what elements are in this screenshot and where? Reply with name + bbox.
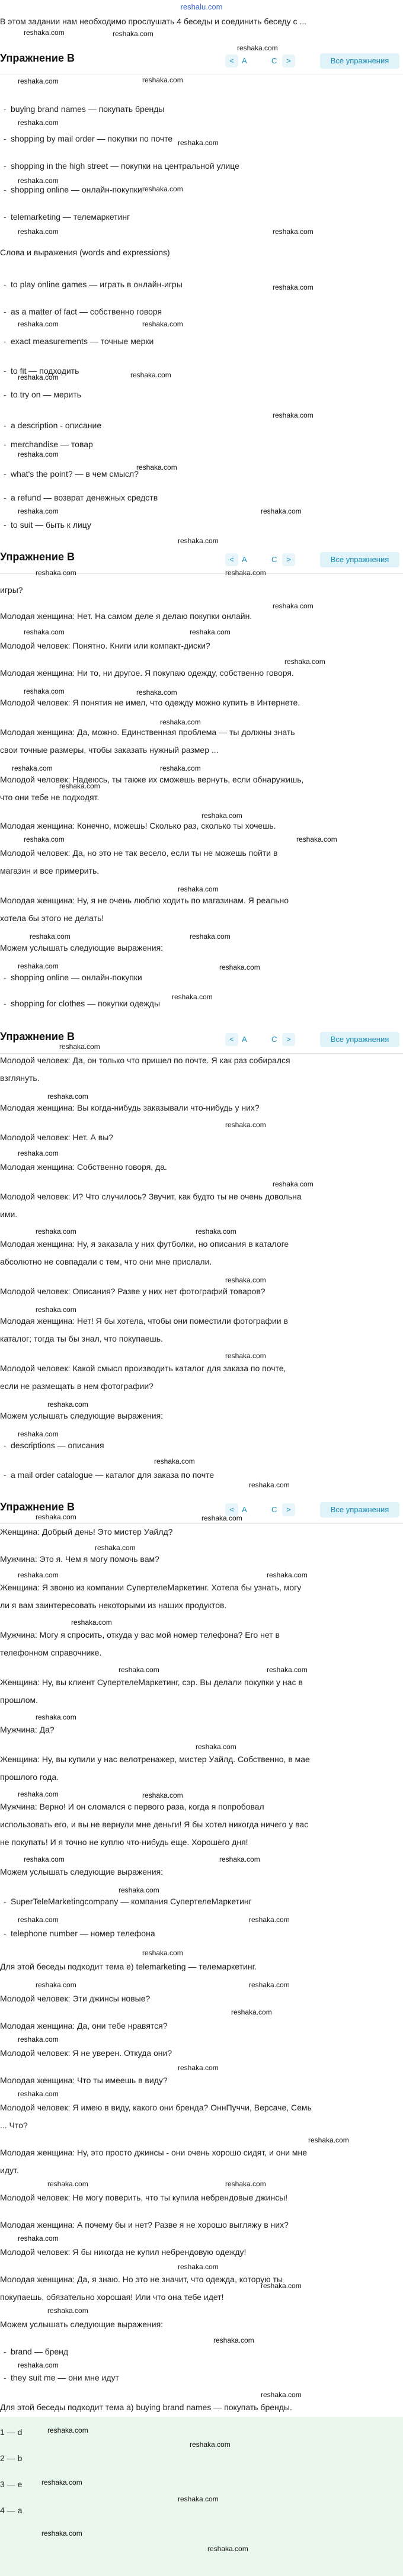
- dialogue-line: Молодая женщина: Нет. На самом деле я делаю покупки онлайн.: [0, 611, 252, 621]
- watermark: reshaka.com: [41, 2529, 82, 2537]
- dialogue-line: Молодая женщина: Что ты имеешь в виду?: [0, 2075, 168, 2085]
- watermark: reshaka.com: [47, 2306, 88, 2315]
- watermark: reshaka.com: [18, 177, 59, 185]
- dialogue-line: игры?: [0, 585, 23, 595]
- list-item: - to play online games — играть в онлайн-игры: [11, 278, 390, 290]
- watermark: reshaka.com: [249, 1916, 290, 1924]
- watermark: reshaka.com: [190, 2440, 231, 2449]
- watermark: reshaka.com: [178, 2064, 219, 2072]
- watermark: reshaka.com: [18, 507, 59, 515]
- watermark: reshaka.com: [12, 764, 53, 772]
- list-item: - they suit me — они мне идут: [11, 2372, 390, 2383]
- dialogue-line: Молодой человек: Да, он только что пришел по почте. Я как раз собирался: [0, 1056, 290, 1065]
- watermark: reshaka.com: [267, 1571, 308, 1579]
- watermark: reshaka.com: [18, 1149, 59, 1157]
- watermark: reshaka.com: [142, 1791, 183, 1799]
- list-item: - SuperTeleMarketingcompany — компания СупертелеМаркетинг: [11, 1895, 390, 1907]
- watermark: reshaka.com: [178, 2495, 219, 2503]
- dialogue-line: использовать его, и вы не вернули мне деньги! Я бы хотел никогда ничего у вас: [0, 1820, 309, 1829]
- watermark: reshaka.com: [24, 835, 65, 843]
- all-exercises-button[interactable]: Все упражнения: [320, 1032, 399, 1047]
- list-item: - telephone number — номер телефона: [11, 1927, 390, 1939]
- watermark: reshaka.com: [273, 1180, 314, 1188]
- dialogue-line: Женщина: Ну, вы клиент СупертелеМаркетинг, сэр. Вы делали покупки у нас в: [0, 1677, 303, 1687]
- answer-item: 2 — b: [0, 2453, 23, 2463]
- watermark: reshaka.com: [225, 1276, 266, 1284]
- watermark: reshaka.com: [296, 835, 337, 843]
- watermark: reshaka.com: [178, 2263, 219, 2271]
- watermark: reshaka.com: [142, 76, 183, 84]
- watermark: reshaka.com: [18, 1790, 59, 1798]
- list-item: - merchandise — товар: [11, 438, 390, 450]
- watermark: reshaka.com: [273, 283, 314, 291]
- watermark: reshaka.com: [190, 628, 231, 636]
- all-exercises-button[interactable]: Все упражнения: [320, 1502, 399, 1518]
- watermark: reshaka.com: [202, 811, 242, 820]
- watermark: reshaka.com: [261, 507, 302, 515]
- watermark: reshaka.com: [154, 1457, 195, 1465]
- prev-exercise-link[interactable]: A: [242, 1505, 247, 1514]
- list-item: - exact measurements — точные мерки: [11, 335, 390, 347]
- watermark: reshaka.com: [18, 2234, 59, 2243]
- dialogue-line: Молодая женщина: Ну, это просто джинсы - они очень хорошо сидят, и они мне: [0, 2148, 308, 2157]
- dialogue-line: Мужчина: Могу я спросить, откуда у вас мой номер телефона? Его нет в: [0, 1630, 280, 1640]
- watermark: reshaka.com: [196, 1227, 236, 1236]
- list-item: - to suit — быть к лицу: [11, 519, 390, 531]
- dialogue-line: Можем услышать следующие выражения:: [0, 2320, 164, 2329]
- exercise-title: Упражнение B: [0, 1031, 75, 1042]
- watermark: reshaka.com: [24, 628, 65, 636]
- watermark: reshaka.com: [24, 1855, 65, 1863]
- dialogue-line: ли я вам заинтересовать некоторыми из наших продуктов.: [0, 1600, 227, 1610]
- watermark: reshaka.com: [36, 1305, 76, 1314]
- dialogue-line: Мужчина: Это я. Чем я могу помочь вам?: [0, 1554, 159, 1564]
- watermark: reshaka.com: [225, 569, 266, 577]
- words-heading: Слова и выражения (words and expressions): [0, 248, 170, 257]
- list-item: - a description - описание: [11, 419, 390, 431]
- dialogue-line: Можем услышать следующие выражения:: [0, 943, 164, 952]
- prev-arrow-button[interactable]: <: [225, 54, 238, 68]
- watermark: reshaka.com: [95, 1544, 136, 1552]
- watermark: reshaka.com: [267, 1666, 308, 1674]
- watermark: reshaka.com: [237, 44, 278, 52]
- watermark: reshaka.com: [273, 227, 314, 236]
- watermark: reshaka.com: [178, 885, 219, 893]
- prev-arrow-button[interactable]: <: [225, 1503, 238, 1516]
- dialogue-line: Женщина: Ну, вы купили у нас велотренажер, мистер Уайлд. Собственно, в мае: [0, 1754, 310, 1764]
- intro-text: В этом задании нам необходимо прослушать 4 беседы и соединить беседу с ...: [0, 17, 307, 26]
- topic-summary: Для этой беседы подходит тема e) telemarketing — телемаркетинг.: [0, 1962, 257, 1971]
- list-item: - shopping online — онлайн-покупки: [11, 971, 390, 983]
- dialogue-line: Молодая женщина: А почему бы и нет? Разве я не хорошо выгляжу в них?: [0, 2220, 289, 2229]
- prev-arrow-button[interactable]: <: [225, 553, 238, 566]
- watermark: reshaka.com: [18, 118, 59, 127]
- watermark: reshaka.com: [225, 1352, 266, 1360]
- dialogue-line: Молодой человек: Я имею в виду, какого они бренда? ОннПуччи, Версаче, Семь: [0, 2103, 312, 2112]
- watermark: reshaka.com: [41, 2478, 82, 2487]
- list-item: - brand — бренд: [11, 2346, 390, 2357]
- prev-exercise-link[interactable]: A: [242, 56, 247, 65]
- list-item: - shopping in the high street — покупки на центральной улице: [11, 160, 390, 172]
- list-item: - what's the point? — в чем смысл?: [11, 468, 390, 480]
- watermark: reshaka.com: [113, 30, 153, 38]
- watermark: reshaka.com: [36, 1981, 76, 1989]
- watermark: reshaka.com: [18, 77, 59, 85]
- watermark: reshaka.com: [261, 2282, 302, 2290]
- next-exercise-link[interactable]: C: [271, 56, 277, 65]
- list-item: - to try on — мерить: [11, 389, 390, 400]
- watermark: reshaka.com: [18, 2361, 59, 2369]
- watermark: reshaka.com: [225, 1121, 266, 1129]
- dialogue-line: Молодой человек: Да, но это не так весело, если ты не можешь пойти в: [0, 848, 278, 858]
- watermark: reshaka.com: [47, 2426, 88, 2434]
- watermark: reshaka.com: [273, 602, 314, 610]
- watermark: reshaka.com: [142, 320, 183, 328]
- dialogue-line: Молодая женщина: Ни то, ни другое. Я покупаю одежду, собственно говоря.: [0, 668, 294, 678]
- dialogue-line: взглянуть.: [0, 1073, 40, 1083]
- dialogue-line: абсолютно не совпадали с тем, что они мне прислали.: [0, 1257, 212, 1266]
- watermark: reshaka.com: [130, 371, 171, 379]
- watermark: reshaka.com: [207, 2545, 248, 2553]
- dialogue-line: Молодая женщина: Ну, я заказала у них футболки, но описания в каталоге: [0, 1239, 289, 1249]
- next-arrow-button[interactable]: >: [282, 1503, 295, 1516]
- list-item: - descriptions — описания: [11, 1439, 390, 1451]
- dialogue-line: Молодая женщина: Вы когда-нибудь заказывали что-нибудь у них?: [0, 1103, 260, 1112]
- prev-exercise-link[interactable]: A: [242, 555, 247, 564]
- watermark: reshaka.com: [261, 2391, 302, 2399]
- topic-summary: Для этой беседы подходит тема a) buying brand names — покупать бренды.: [0, 2402, 292, 2412]
- watermark: reshaka.com: [30, 932, 71, 941]
- watermark: reshaka.com: [225, 2180, 266, 2188]
- dialogue-line: не покупать! И я точно не куплю что-нибудь еще. Хорошего дня!: [0, 1837, 248, 1847]
- watermark: reshaka.com: [284, 657, 325, 666]
- dialogue-line: что они тебе не подходят.: [0, 793, 100, 802]
- next-exercise-link[interactable]: C: [271, 555, 277, 564]
- all-exercises-button[interactable]: Все упражнения: [320, 552, 399, 567]
- watermark: reshaka.com: [59, 782, 100, 790]
- dialogue-line: Молодой человек: Не могу поверить, что ты купила небрендовые джинсы!: [0, 2193, 288, 2202]
- dialogue-line: ими.: [0, 1210, 18, 1219]
- dialogue-line: Молодой человек: Нет. А вы?: [0, 1133, 114, 1142]
- dialogue-line: магазин и все примерить.: [0, 866, 100, 875]
- dialogue-line: свои точные размеры, чтобы заказать нужный размер ...: [0, 745, 219, 755]
- watermark: reshaka.com: [36, 1227, 76, 1236]
- dialogue-line: Женщина: Я звоню из компании СупертелеМаркетинг. Хотела бы узнать, могу: [0, 1583, 302, 1592]
- watermark: reshaka.com: [178, 139, 219, 147]
- dialogue-line: Молодой человек: Понятно. Книги или компакт-диски?: [0, 641, 210, 650]
- watermark: reshaka.com: [308, 2136, 349, 2144]
- dialogue-line: если не размещать в нем фотографии?: [0, 1381, 153, 1391]
- watermark: reshaka.com: [18, 227, 59, 236]
- watermark: reshaka.com: [24, 687, 65, 695]
- watermark: reshaka.com: [18, 450, 59, 458]
- watermark: reshaka.com: [136, 463, 177, 471]
- dialogue-line: Молодой человек: Надеюсь, ты также их сможешь вернуть, если обнаружишь,: [0, 775, 304, 784]
- watermark: reshaka.com: [142, 185, 183, 193]
- watermark: reshaka.com: [136, 688, 177, 697]
- dialogue-line: телефонном справочнике.: [0, 1648, 102, 1657]
- watermark: reshaka.com: [36, 1713, 76, 1721]
- list-item: - a refund — возврат денежных средств: [11, 492, 390, 503]
- watermark: reshaka.com: [18, 962, 59, 970]
- watermark: reshaka.com: [190, 932, 231, 941]
- exercise-title: Упражнение B: [0, 1501, 75, 1513]
- list-item: - a mail order catalogue — каталог для заказа по почте: [11, 1469, 390, 1481]
- watermark: reshaka.com: [18, 1916, 59, 1924]
- next-arrow-button[interactable]: >: [282, 54, 295, 68]
- dialogue-line: Молодой человек: Я не уверен. Откуда они?: [0, 2048, 172, 2058]
- list-item: - telemarketing — телемаркетинг: [11, 211, 390, 223]
- dialogue-line: Молодой человек: Я бы никогда не купил небрендовую одежду!: [0, 2247, 247, 2257]
- dialogue-line: прошлого года.: [0, 1772, 59, 1782]
- dialogue-line: Молодая женщина: Ну, я не очень люблю ходить по магазинам. Я реально: [0, 896, 289, 905]
- list-item: - shopping by mail order — покупки по почте: [11, 133, 390, 145]
- dialogue-line: Молодой человек: Какой смысл производить каталог для заказа по почте,: [0, 1364, 286, 1373]
- watermark: reshaka.com: [160, 718, 201, 726]
- next-arrow-button[interactable]: >: [282, 553, 295, 566]
- dialogue-line: Молодая женщина: Да, можно. Единственная проблема — ты должны знать: [0, 727, 295, 737]
- watermark: reshaka.com: [59, 1042, 100, 1051]
- dialogue-line: Молодой человек: Я понятия не имел, что одежду можно купить в Интернете.: [0, 698, 300, 707]
- watermark: reshaka.com: [18, 2035, 59, 2044]
- watermark: reshaka.com: [196, 1743, 236, 1751]
- watermark: reshaka.com: [24, 28, 65, 37]
- watermark: reshaka.com: [18, 1571, 59, 1579]
- dialogue-line: хотела бы этого не делать!: [0, 913, 104, 923]
- dialogue-line: Молодой человек: Описания? Разве у них нет фотографий товаров?: [0, 1287, 266, 1296]
- watermark: reshaka.com: [160, 764, 201, 772]
- watermark: reshaka.com: [142, 1949, 183, 1957]
- dialogue-line: Молодой человек: Эти джинсы новые?: [0, 1994, 151, 2003]
- watermark: reshaka.com: [178, 537, 219, 545]
- dialogue-line: Молодая женщина: Да, я знаю. Но это не значит, что одежда, которую ты: [0, 2275, 283, 2284]
- dialogue-line: Молодая женщина: Да, они тебе нравятся?: [0, 2021, 168, 2030]
- list-item: - shopping for clothes — покупки одежды: [11, 997, 390, 1009]
- watermark: reshaka.com: [249, 1981, 290, 1989]
- next-exercise-link[interactable]: C: [271, 1035, 277, 1044]
- watermark: reshaka.com: [36, 569, 76, 577]
- dialogue-line: Молодая женщина: Конечно, можешь! Сколько раз, сколько ты хочешь.: [0, 821, 276, 830]
- dialogue-line: Молодая женщина: Собственно говоря, да.: [0, 1162, 167, 1172]
- watermark: reshaka.com: [219, 1855, 260, 1863]
- site-link[interactable]: reshalu.com: [180, 2, 223, 11]
- watermark: reshaka.com: [18, 2090, 59, 2098]
- dialogue-line: прошлом.: [0, 1695, 39, 1705]
- watermark: reshaka.com: [18, 373, 59, 381]
- prev-arrow-button[interactable]: <: [225, 1033, 238, 1046]
- answer-item: 4 — a: [0, 2506, 23, 2515]
- watermark: reshaka.com: [249, 1481, 290, 1489]
- prev-exercise-link[interactable]: A: [242, 1035, 247, 1044]
- exercise-title: Упражнение B: [0, 551, 75, 563]
- watermark: reshaka.com: [119, 1666, 159, 1674]
- next-exercise-link[interactable]: C: [271, 1505, 277, 1514]
- dialogue-line: ... Что?: [0, 2121, 28, 2130]
- watermark: reshaka.com: [219, 963, 260, 971]
- dialogue-line: покупаешь, обязательно хорошая! Или что она тебе идет!: [0, 2292, 224, 2302]
- watermark: reshaka.com: [213, 2336, 254, 2344]
- next-arrow-button[interactable]: >: [282, 1033, 295, 1046]
- dialogue-line: Можем услышать следующие выражения:: [0, 1867, 164, 1876]
- all-exercises-button[interactable]: Все упражнения: [320, 53, 399, 69]
- dialogue-line: Молодой человек: И? Что случилось? Звучит, как будто ты не очень довольна: [0, 1192, 302, 1201]
- watermark: reshaka.com: [202, 1514, 242, 1522]
- watermark: reshaka.com: [47, 1400, 88, 1409]
- dialogue-line: Молодая женщина: Нет! Я бы хотела, чтобы они поместили фотографии в: [0, 1316, 288, 1326]
- dialogue-line: Мужчина: Да?: [0, 1725, 55, 1734]
- watermark: reshaka.com: [119, 1886, 159, 1894]
- watermark: reshaka.com: [47, 1092, 88, 1101]
- list-item: - to fit — подходить: [11, 365, 390, 377]
- dialogue-line: каталог; тогда ты бы знал, что покупаешь.: [0, 1334, 163, 1343]
- watermark: reshaka.com: [172, 993, 213, 1001]
- watermark: reshaka.com: [18, 320, 59, 328]
- watermark: reshaka.com: [231, 2008, 272, 2016]
- watermark: reshaka.com: [47, 2180, 88, 2188]
- watermark: reshaka.com: [273, 411, 314, 419]
- dialogue-line: идут.: [0, 2166, 19, 2175]
- dialogue-line: Можем услышать следующие выражения:: [0, 1411, 164, 1420]
- watermark: reshaka.com: [18, 1430, 59, 1438]
- dialogue-line: Женщина: Добрый день! Это мистер Уайлд?: [0, 1527, 173, 1536]
- watermark: reshaka.com: [36, 1513, 76, 1521]
- exercise-title: Упражнение B: [0, 52, 75, 64]
- list-item: - as a matter of fact — собственно говоря: [11, 306, 390, 317]
- answer-item: 1 — d: [0, 2427, 23, 2437]
- watermark: reshaka.com: [71, 1618, 112, 1627]
- answer-item: 3 — e: [0, 2479, 23, 2489]
- list-item: - shopping online — онлайн-покупки: [11, 184, 390, 195]
- exercise-header: [0, 44, 403, 75]
- list-item: - buying brand names — покупать бренды: [11, 103, 390, 115]
- dialogue-line: Мужчина: Верно! И он сломался с первого раза, когда я попробовал: [0, 1802, 264, 1811]
